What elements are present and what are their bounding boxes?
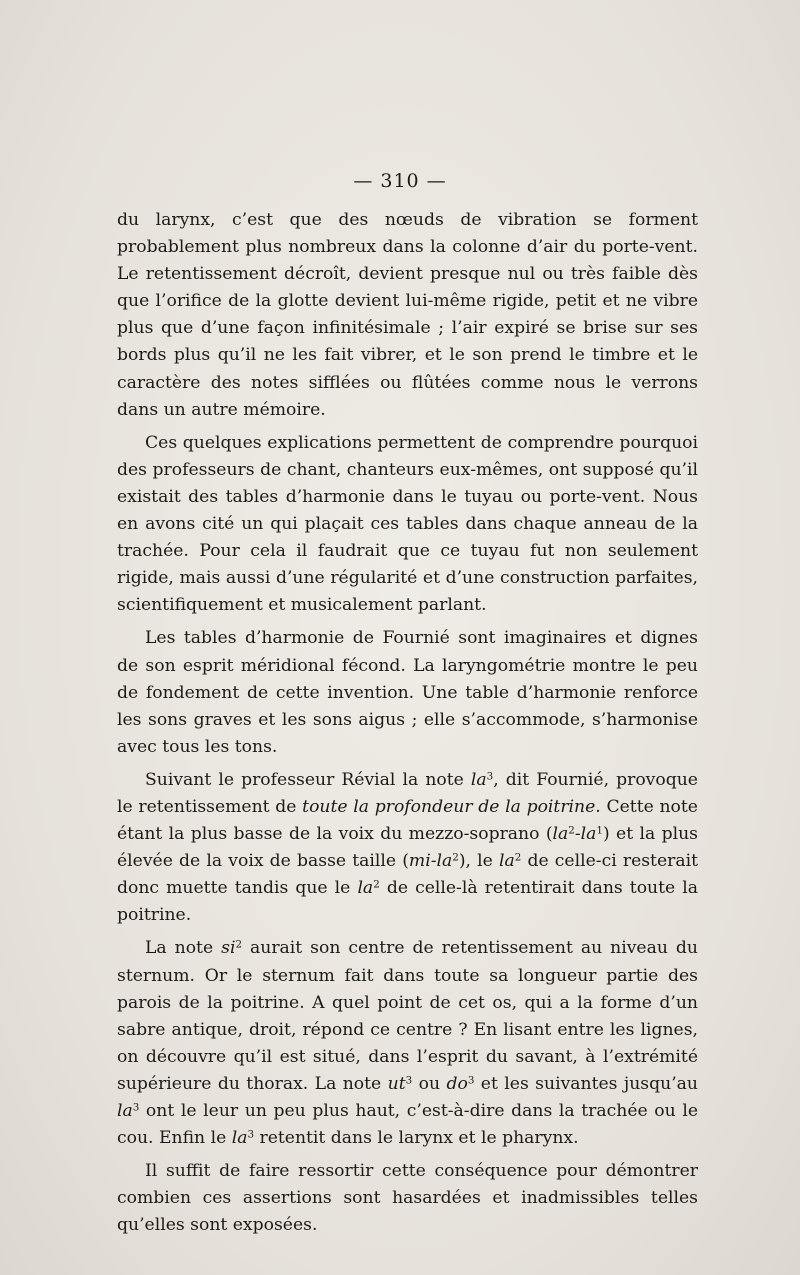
italic-text: - <box>574 824 581 845</box>
italic-text: - <box>430 851 437 872</box>
italic-text: mi <box>408 851 431 872</box>
superscript-octave: 2 <box>514 851 522 864</box>
superscript-octave: 3 <box>486 770 494 783</box>
text-run: Ces quelques explications permettent de comprendre pourquoi des professeurs de chant, chanteurs eux-mêmes, ont supposé qu’il existait des tables d’harmonie dans le tuyau ou porte-vent. Nous en avons cité un qui plaçait ces tables dans chaque anneau de la trachée. Pour cela il faudrait que ce tuyau fut non seulement rigide, mais aussi d’une régularité et d’une construction parfaites, scientifiquement et musicalement parlant. <box>117 432 698 616</box>
text-run: ), le <box>458 851 499 872</box>
italic-text: la <box>580 824 597 845</box>
body-text <box>117 207 698 1245</box>
superscript-octave: 2 <box>235 938 243 951</box>
paragraph <box>117 767 698 930</box>
italic-text: toute la profondeur de la poitrine <box>302 796 596 817</box>
superscript-octave: 2 <box>452 851 459 864</box>
superscript-octave: 2 <box>373 878 380 891</box>
italic-text: do <box>446 1073 468 1094</box>
paragraph <box>117 625 698 760</box>
paragraph <box>117 935 698 1152</box>
text-run: ) et la plus élevée de la voix de basse taille ( <box>117 824 698 872</box>
text-run: La note <box>145 938 222 959</box>
italic-text: la <box>436 851 453 872</box>
text-run: de celle-là retentirait dans toute la poitrine. <box>117 878 699 926</box>
text-run: Suivant le professeur Révial la note <box>145 769 471 790</box>
italic-text: ut <box>387 1073 406 1094</box>
italic-text: la <box>357 878 374 899</box>
paragraph <box>117 1158 698 1239</box>
italic-text: la <box>231 1128 248 1149</box>
page-number: — 310 — <box>353 170 447 192</box>
text-run: , dit Fournié, provoque le retentissement de <box>117 769 698 817</box>
text-run: Il suffit de faire ressortir cette conséquence pour démontrer combien ces assertions sont hasardées et inadmissibles telles qu’elles sont exposées. <box>117 1161 698 1236</box>
superscript-octave: 3 <box>247 1128 255 1141</box>
text-run: Les tables d’harmonie de Fournié sont imaginaires et dignes de son esprit méridional fécond. La laryngométrie montre le peu de fondement de cette invention. Une table d’harmonie renforce les sons graves et les sons aigus ; elle s’accommode, s’harmonise avec tous les tons. <box>117 628 698 757</box>
superscript-octave: 3 <box>405 1074 413 1087</box>
paragraph <box>117 207 698 424</box>
text-run: ont le leur un peu plus haut, c’est-à-dire dans la trachée ou le cou. Enfin le <box>117 1101 698 1149</box>
superscript-octave: 1 <box>596 824 603 837</box>
text-run: et les suivantes jusqu’au <box>474 1073 698 1094</box>
italic-text: si <box>221 938 236 959</box>
italic-text: la <box>117 1101 133 1121</box>
text-run: retentit dans le larynx et le pharynx. <box>254 1128 579 1149</box>
text-run: du larynx, c’est que des nœuds de vibration se forment probablement plus nombreux dans la colonne d’air du porte-vent. Le retentissement décroît, devient presque nul ou très faible dès que l’orifice de la glotte devient lui-même rigide, petit et ne vibre plus que d’une façon infinitésimale ; l’air expiré se brise sur ses bords plus qu’il ne les fait vibrer, et le son prend le timbre et le caractère des notes sifflées ou flûtées comme nous le verrons dans un autre mémoire. <box>117 210 698 420</box>
italic-text: la <box>499 851 515 872</box>
superscript-octave: 3 <box>132 1101 140 1114</box>
text-run: de celle-ci resterait donc muette tandis que le <box>117 851 699 899</box>
paragraph <box>117 430 698 620</box>
text-run: ou <box>412 1073 447 1094</box>
superscript-octave: 2 <box>568 824 575 837</box>
text-run: aurait son centre de retentissement au niveau du sternum. Or le sternum fait dans toute sa longueur partie des parois de la poitrine. A quel point de cet os, qui a la forme d’un sabre antique, droit, répond ce centre ? En lisant entre les lignes, on découvre qu’il est situé, dans l’esprit du savant, à l’extrémité supérieure du thorax. La note <box>117 938 698 1094</box>
superscript-octave: 3 <box>467 1074 475 1087</box>
text-run: . Cette note étant la plus basse de la voix du mezzo-soprano ( <box>117 796 698 845</box>
italic-text: la <box>470 769 487 790</box>
italic-text: la <box>552 824 569 845</box>
